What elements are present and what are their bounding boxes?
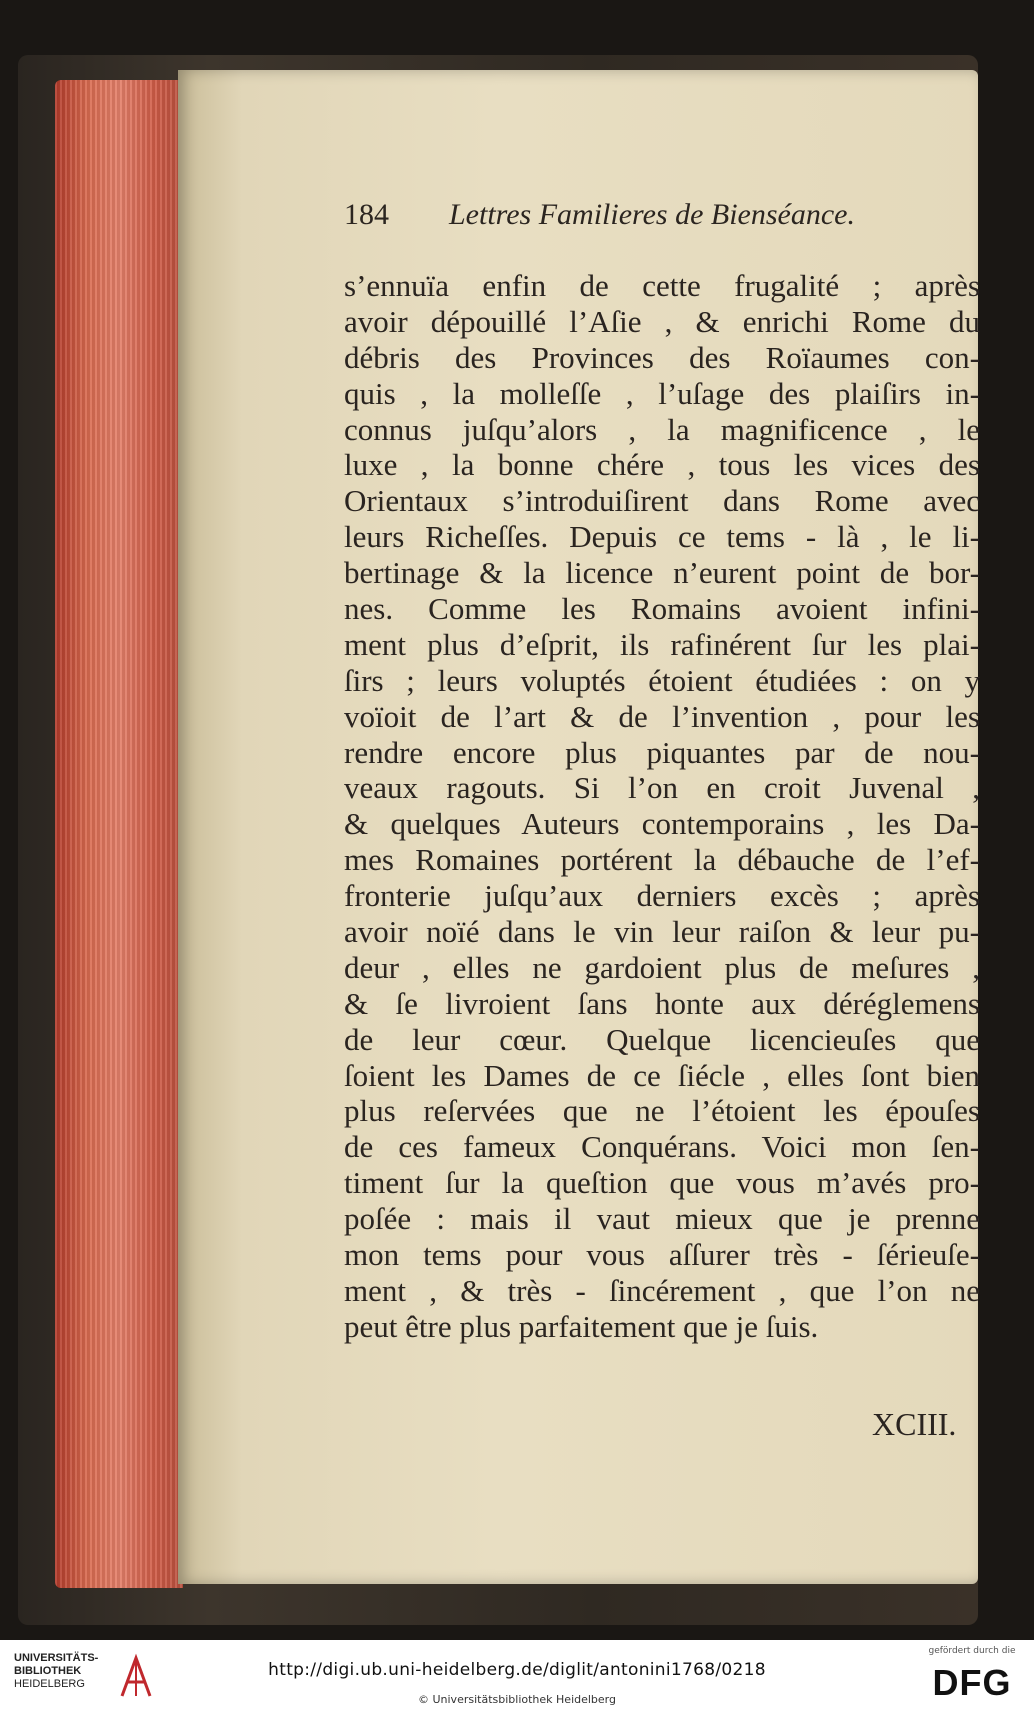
running-title: Lettres Familieres de Bienséance. [449, 198, 855, 231]
text-line: Orientaux s’introduiſirent dans Rome avec [344, 483, 980, 519]
body-text [344, 268, 980, 1345]
text-line: avoir noïé dans le vin leur raiſon & leur pu- [344, 914, 980, 950]
text-line: débris des Provinces des Roïaumes con- [344, 339, 980, 375]
text-line: leurs Richeſſes. Depuis ce tems - là , le li- [344, 519, 980, 555]
permalink-url[interactable]: http://digi.ub.uni-heidelberg.de/diglit/antonini1768/0218 [268, 1660, 766, 1680]
text-line: quis , la molleſſe , l’uſage des plaiſirs in- [344, 375, 980, 411]
text-line: & quelques Auteurs contemporains , les Da- [344, 806, 980, 842]
text-line: s’ennuïa enfin de cette frugalité ; après [344, 268, 980, 303]
text-line: bertinage & la licence n’eurent point de bor- [344, 555, 980, 591]
text-line: poſée : mais il vaut mieux que je prenne [344, 1201, 980, 1237]
text-line: deur , elles ne gardoient plus de meſures , [344, 949, 980, 985]
running-head [344, 198, 904, 238]
text-line: rendre encore plus piquantes par de nou- [344, 734, 980, 770]
text-line: fronterie juſqu’aux derniers excès ; après [344, 878, 980, 914]
text-line: & ſe livroient ſans honte aux déréglemens [344, 985, 980, 1021]
library-name-line: BIBLIOTHEK [14, 1665, 82, 1677]
text-line: peut être plus parfaitement que je ſuis. [344, 1308, 819, 1344]
library-name-line: UNIVERSITÄTS- [14, 1652, 99, 1664]
text-line: avoir dépouillé l’Aſie , & enrichi Rome du [344, 303, 980, 339]
text-line: veaux ragouts. Si l’on en croit Juvenal , [344, 770, 980, 806]
text-line: luxe , la bonne chére , tous les vices des [344, 447, 980, 483]
text-line: ment plus d’eſprit, ils rafinérent ſur les plai- [344, 626, 980, 662]
text-line: ſirs ; leurs voluptés étoient étudiées : on y [344, 662, 980, 698]
page-number: 184 [344, 198, 389, 231]
page-edges [55, 80, 183, 1588]
copyright-notice: © Universitätsbibliothek Heidelberg [417, 1693, 616, 1706]
text-line: ment , & très - ſincérement , que l’on ne [344, 1272, 980, 1308]
text-line: mes Romaines portérent la débauche de l’ef- [344, 842, 980, 878]
catchword: XCIII. [872, 1406, 957, 1442]
library-name-line: HEIDELBERG [14, 1678, 85, 1690]
funder-logo: DFG [932, 1662, 1012, 1703]
funder-caption: gefördert durch die [928, 1646, 1016, 1656]
text-line: connus juſqu’alors , la magnificence , le [344, 411, 980, 447]
dfg-logo[interactable] [918, 1646, 1026, 1712]
text-line: ſoient les Dames de ce ſiécle , elles ſont bien [344, 1057, 980, 1093]
viewer-footer [0, 1640, 1034, 1715]
text-line: mon tems pour vous aſſurer très - ſérieuſe- [344, 1237, 980, 1273]
text-line: de ces fameux Conquérans. Voici mon ſen- [344, 1129, 980, 1165]
text-line: nes. Comme les Romains avoient infini- [344, 591, 980, 627]
text-line: plus reſervées que ne l’étoient les épouſes [344, 1093, 980, 1129]
text-line: de leur cœur. Quelque licencieuſes que [344, 1021, 980, 1057]
text-line: timent ſur la queſtion que vous m’avés pro- [344, 1165, 980, 1201]
text-line: voïoit de l’art & de l’invention , pour les [344, 698, 980, 734]
